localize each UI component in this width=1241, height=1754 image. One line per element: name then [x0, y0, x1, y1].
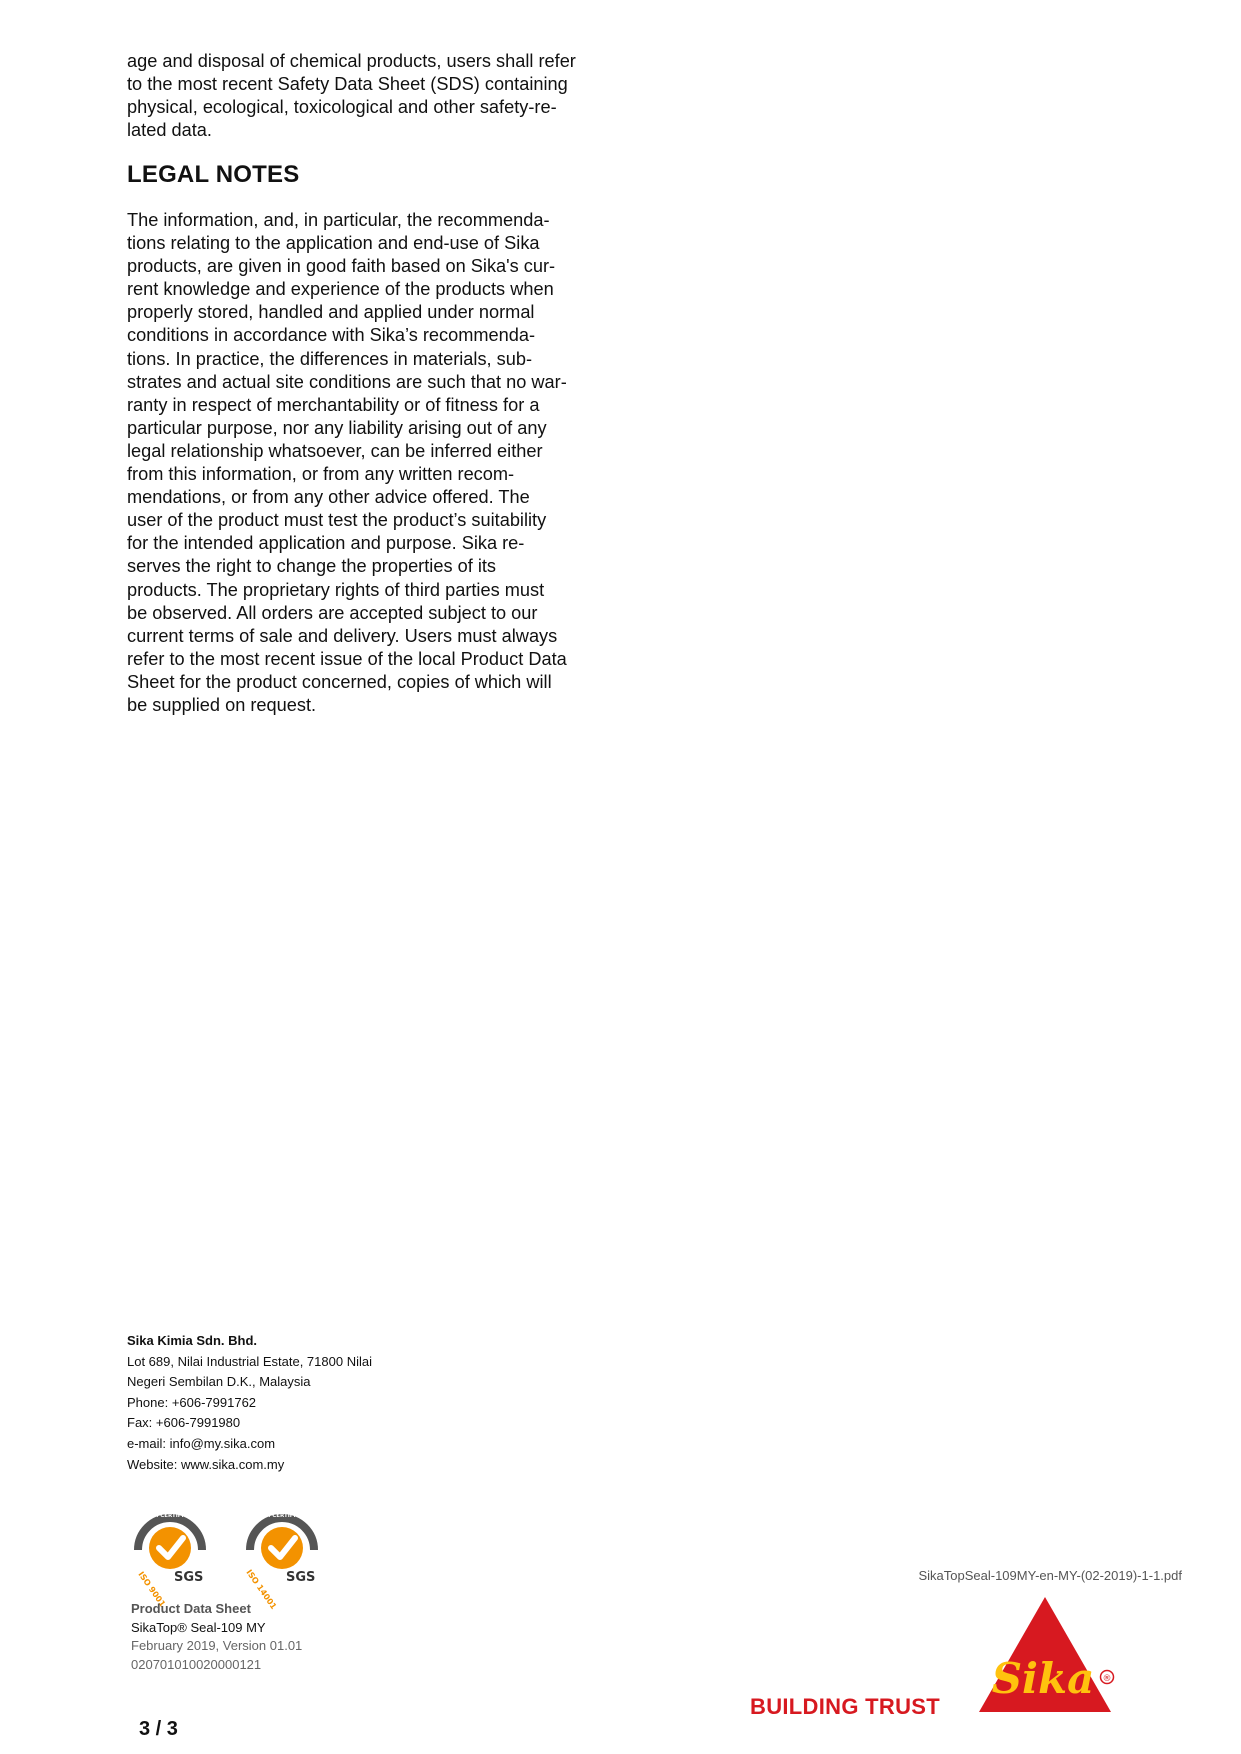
doc-type: Product Data Sheet: [131, 1601, 251, 1616]
cert-standard: ISO 14001: [244, 1567, 279, 1611]
legal-line: legal relationship whatsoever, can be inferred either: [127, 440, 543, 461]
legal-line: properly stored, handled and applied under normal: [127, 302, 535, 323]
legal-line: strates and actual site conditions are such that no war-: [127, 371, 567, 392]
legal-notes-paragraph: [127, 209, 607, 717]
legal-line: conditions in accordance with Sika’s recommenda-: [127, 325, 536, 346]
pdf-filename: SikaTopSeal-109MY-en-MY-(02-2019)-1-1.pdf: [918, 1568, 1182, 1583]
checkmark-circle-icon: [149, 1527, 191, 1569]
website: Website: www.sika.com.my: [127, 1456, 285, 1472]
sika-wordmark: Sika: [991, 1654, 1095, 1703]
legal-line: tions relating to the application and end-use of Sika: [127, 233, 540, 254]
legal-notes-heading: LEGAL NOTES: [127, 161, 300, 188]
legal-line: ranty in respect of merchantability or of fitness for a: [127, 394, 540, 415]
intro-line: to the most recent Safety Data Sheet (SDS) containing: [127, 74, 568, 95]
legal-line: be observed. All orders are accepted subject to our: [127, 602, 538, 623]
email: e-mail: info@my.sika.com: [127, 1435, 276, 1451]
legal-line: user of the product must test the product’s suitability: [127, 510, 547, 531]
legal-line: for the intended application and purpose. Sika re-: [127, 533, 525, 554]
legal-line: current terms of sale and delivery. Users must always: [127, 625, 558, 646]
legal-line: serves the right to change the properties of its: [127, 556, 497, 577]
cert-body: SGS: [174, 1570, 204, 1585]
intro-line: age and disposal of chemical products, users shall refer: [127, 51, 576, 71]
fax: Fax: +606-7991980: [127, 1415, 241, 1431]
product-name: SikaTop® Seal-109 MY: [131, 1619, 266, 1635]
legal-line: particular purpose, nor any liability arising out of any: [127, 417, 547, 438]
registered-mark: ®: [1102, 1674, 1112, 1684]
phone: Phone: +606-7991762: [127, 1394, 257, 1410]
intro-paragraph: [127, 50, 607, 142]
checkmark-circle-icon: [261, 1527, 303, 1569]
legal-line: from this information, or from any written recom-: [127, 464, 515, 485]
product-info-block: [131, 1600, 302, 1675]
page-number: 3 / 3: [139, 1718, 178, 1740]
intro-line: lated data.: [127, 120, 212, 141]
address-line-1: Lot 689, Nilai Industrial Estate, 71800 Nilai: [127, 1353, 372, 1369]
legal-line: The information, and, in particular, the recommenda-: [127, 210, 550, 230]
company-address-block: [127, 1331, 372, 1475]
cert-body: SGS: [286, 1570, 316, 1585]
company-name: Sika Kimia Sdn. Bhd.: [127, 1333, 258, 1348]
legal-line: mendations, or from any other advice offered. The: [127, 487, 530, 508]
cert-arc-text: SYSTEM CERTIFICATION: [133, 1513, 207, 1519]
legal-line: tions. In practice, the differences in materials, sub-: [127, 348, 533, 369]
iso-9001-sgs-certification-badge: [128, 1500, 212, 1609]
product-code: 020701010020000121: [131, 1657, 262, 1673]
version: February 2019, Version 01.01: [131, 1638, 303, 1654]
building-trust-tagline: BUILDING TRUST: [750, 1694, 940, 1719]
cert-arc-text: SYSTEM CERTIFICATION: [245, 1513, 319, 1519]
sika-logo: [975, 1595, 1115, 1715]
iso-14001-sgs-certification-badge: [240, 1500, 324, 1611]
legal-line: products. The proprietary rights of third parties must: [127, 579, 545, 600]
legal-line: be supplied on request.: [127, 694, 317, 715]
cert-standard: ISO 9001: [136, 1569, 168, 1609]
address-line-2: Negeri Sembilan D.K., Malaysia: [127, 1374, 311, 1390]
intro-line: physical, ecological, toxicological and other safety-re-: [127, 97, 557, 118]
legal-line: products, are given in good faith based on Sika's cur-: [127, 256, 556, 277]
legal-line: rent knowledge and experience of the products when: [127, 279, 554, 300]
legal-line: Sheet for the product concerned, copies of which will: [127, 671, 552, 692]
legal-line: refer to the most recent issue of the local Product Data: [127, 648, 567, 669]
